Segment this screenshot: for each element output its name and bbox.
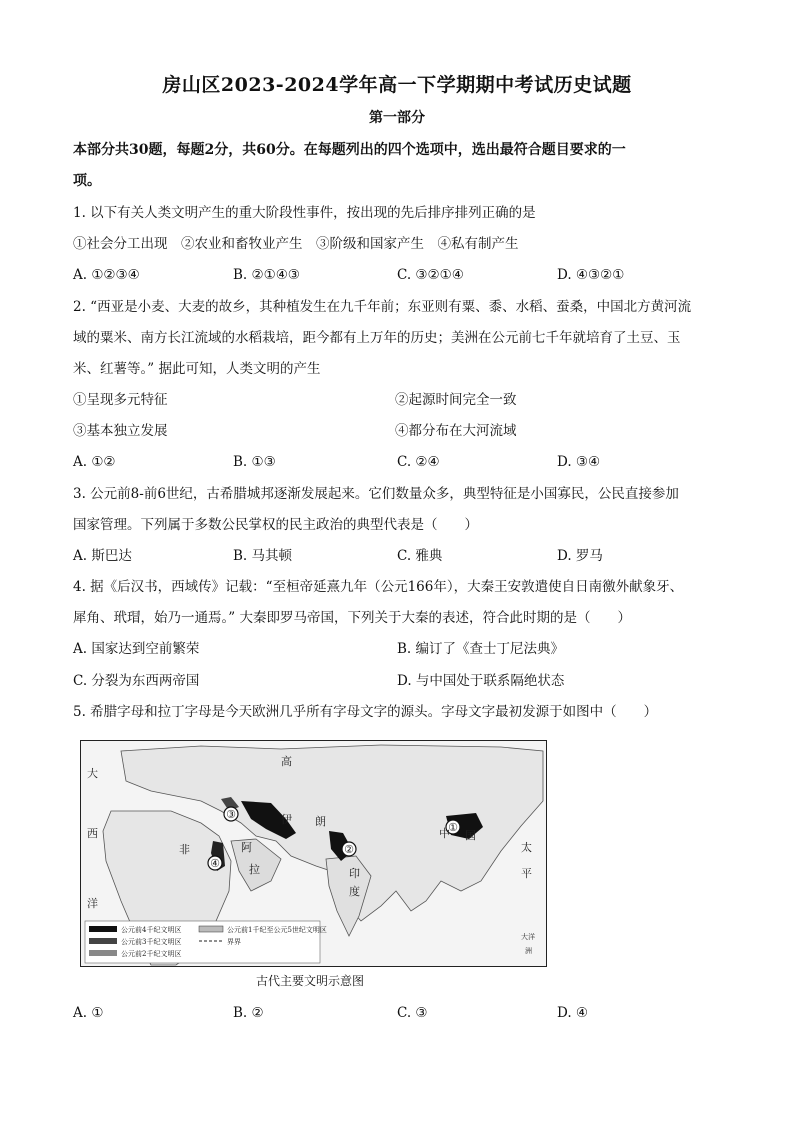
q4-option-d[interactable]: D. 与中国处于联系隔绝状态 <box>397 673 565 689</box>
legend-3rd: 公元前3千纪文明区 <box>121 938 182 946</box>
q5-option-c[interactable]: C. ③ <box>397 1005 428 1021</box>
q5-option-b[interactable]: B. ② <box>233 1005 264 1021</box>
q1-items: ①社会分工出现 ②农业和畜牧业产生 ③阶级和国家产生 ④私有制产生 <box>73 236 519 252</box>
legend-swatch-3rd <box>89 938 117 944</box>
ancient-civilizations-map <box>80 740 547 967</box>
page-title: 房山区2023-2024学年高一下学期期中考试历史试题 <box>162 74 632 96</box>
q3-stem-line-1: 3. 公元前8-前6世纪，古希腊城邦逐渐发展起来。它们数量众多，典型特征是小国寡民，公民直接参加 <box>73 486 679 502</box>
q4-stem-line-2: 犀角、玳瑁，始乃一通焉。” 大秦即罗马帝国，下列关于大秦的表述，符合此时期的是（ ） <box>73 610 631 626</box>
q2-option-d[interactable]: D. ③④ <box>557 454 601 470</box>
map-label-fei: 非 <box>179 843 190 856</box>
q5-option-a[interactable]: A. ① <box>73 1005 104 1021</box>
q2-stem-line-1: 2. “西亚是小麦、大麦的故乡，其种植发生在九千年前；东亚则有粟、黍、水稻、蚕桑，中国北方黄河流 <box>73 299 692 315</box>
q3-option-a[interactable]: A. 斯巴达 <box>73 548 132 564</box>
map-label-lang: 朗 <box>315 815 326 828</box>
intro-line-2: 项。 <box>73 173 101 189</box>
q1-option-a[interactable]: A. ①②③④ <box>73 267 140 283</box>
marker-4: ④ <box>210 857 220 870</box>
map-label-zhou: 洲 <box>525 947 532 955</box>
q2-item-1: ①呈现多元特征 <box>73 392 168 408</box>
intro-line-1: 本部分共30题，每题2分，共60分。在每题列出的四个选项中，选出最符合题目要求的一 <box>73 142 626 158</box>
q2-stem-line-3: 米、红薯等。” 据此可知，人类文明的产生 <box>73 361 321 377</box>
map-label-da: 大 <box>87 767 98 780</box>
q1-option-c[interactable]: C. ③②①④ <box>397 267 464 283</box>
q3-option-c[interactable]: C. 雅典 <box>397 548 443 564</box>
q5-stem: 5. 希腊字母和拉丁字母是今天欧洲几乎所有字母文字的源头。字母文字最初发源于如图中（ ） <box>73 704 658 720</box>
map-label-yi: 伊 <box>281 813 292 826</box>
map-label-xi: 西 <box>87 827 98 840</box>
map-label-dayang: 大洋 <box>521 933 535 941</box>
q4-option-c[interactable]: C. 分裂为东西两帝国 <box>73 673 200 689</box>
legend-border: 界界 <box>227 938 241 946</box>
q1-option-b[interactable]: B. ②①④③ <box>233 267 300 283</box>
map-label-yang: 洋 <box>87 897 98 910</box>
legend-4th: 公元前4千纪文明区 <box>121 926 182 934</box>
legend-swatch-1st <box>199 926 223 932</box>
q1-stem: 1. 以下有关人类文明产生的重大阶段性事件，按出现的先后排序排列正确的是 <box>73 205 536 221</box>
q1-option-d[interactable]: D. ④③②① <box>557 267 625 283</box>
q3-option-d[interactable]: D. 罗马 <box>557 548 603 564</box>
q2-item-2: ②起源时间完全一致 <box>395 392 517 408</box>
map-label-la: 拉 <box>249 863 260 876</box>
legend-swatch-4th <box>89 926 117 932</box>
map-label-ping: 平 <box>521 867 532 880</box>
q2-item-4: ④都分布在大河流域 <box>395 423 517 439</box>
legend-2nd: 公元前2千纪文明区 <box>121 950 182 958</box>
q5-option-d[interactable]: D. ④ <box>557 1005 589 1021</box>
legend-swatch-2nd <box>89 950 117 956</box>
marker-2: ② <box>344 843 354 856</box>
q2-item-3: ③基本独立发展 <box>73 423 168 439</box>
map-svg <box>81 741 546 966</box>
map-label-tai: 太 <box>521 841 532 854</box>
q3-option-b[interactable]: B. 马其顿 <box>233 548 293 564</box>
map-label-du: 度 <box>349 885 360 898</box>
legend-1st: 公元前1千纪至公元5世纪文明区 <box>227 926 327 934</box>
map-label-guo: 国 <box>465 829 476 842</box>
marker-1: ① <box>448 821 458 834</box>
q4-option-a[interactable]: A. 国家达到空前繁荣 <box>73 641 200 657</box>
map-caption: 古代主要文明示意图 <box>255 974 364 988</box>
q2-option-b[interactable]: B. ①③ <box>233 454 276 470</box>
q4-option-b[interactable]: B. 编订了《查士丁尼法典》 <box>397 641 565 657</box>
q3-stem-line-2: 国家管理。下列属于多数公民掌权的民主政治的典型代表是（ ） <box>73 517 478 533</box>
map-label-a: 阿 <box>241 841 252 854</box>
q2-option-a[interactable]: A. ①② <box>73 454 116 470</box>
map-label-yin: 印 <box>349 867 360 880</box>
section-heading: 第一部分 <box>369 110 425 126</box>
map-label-zhong: 中 <box>439 827 450 840</box>
map-label-gao: 高 <box>281 755 292 768</box>
q4-stem-line-1: 4. 据《后汉书，西域传》记载：“至桓帝延熹九年（公元166年），大秦王安敦遣使自日南徼外献象牙、 <box>73 579 684 595</box>
marker-3: ③ <box>226 808 236 821</box>
q2-option-c[interactable]: C. ②④ <box>397 454 440 470</box>
q2-stem-line-2: 域的粟米、南方长江流域的水稻栽培，距今都有上万年的历史；美洲在公元前七千年就培育了土豆、玉 <box>73 330 681 346</box>
